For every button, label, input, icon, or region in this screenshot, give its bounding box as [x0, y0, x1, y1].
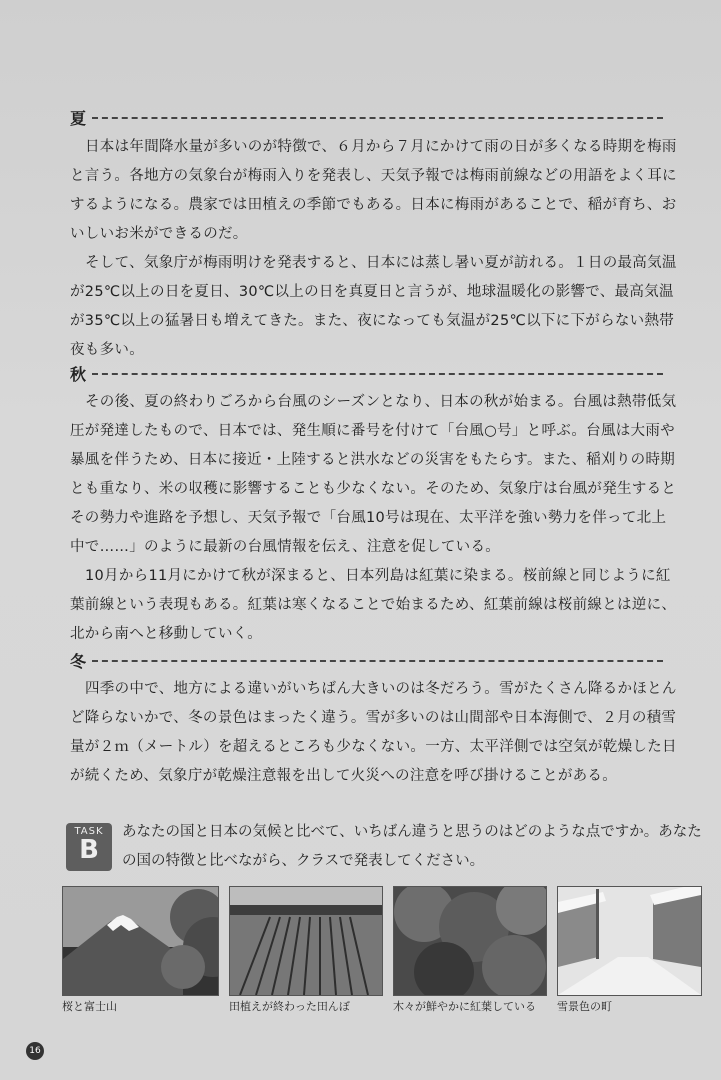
text-line: が35℃以上の猛暑日も増えてきた。また、夜になっても気温が25℃以下に下がらない熱帯 — [70, 313, 675, 329]
section-divider — [92, 117, 663, 119]
task-letter: B — [79, 835, 99, 865]
photo-snow-town-image — [558, 887, 701, 995]
text-line: 夜も多い。 — [70, 342, 144, 358]
winter-paragraph — [70, 675, 710, 791]
autumn-heading — [70, 362, 663, 384]
text-line: 北から南へと移動していく。 — [70, 626, 263, 642]
text-line: が続くため、気象庁が乾燥注意報を出して火災への注意を呼び掛けることがある。 — [70, 768, 618, 784]
page-number: 16 — [26, 1042, 44, 1060]
photo-autumn-leaves-image — [394, 887, 546, 995]
task-badge — [66, 823, 112, 871]
text-line: 暴風を伴うため、日本に接近・上陸すると洪水などの災害をもたらす。また、稲刈りの時期 — [70, 452, 676, 468]
text-line: ど降らないかで、冬の景色はまったく違う。雪が多いのは山間部や日本海側で、２月の積雪 — [70, 710, 677, 726]
text-line: 10月から11月にかけて秋が深まると、日本列島は紅葉に染まる。桜前線と同じように紅 — [85, 568, 671, 584]
section-divider — [92, 373, 663, 375]
text-line: 量が２ｍ（メートル）を超えるところも少なくない。一方、太平洋側では空気が乾燥した日 — [70, 739, 677, 755]
winter-heading-label: 冬 — [70, 651, 87, 671]
autumn-heading-label: 秋 — [70, 364, 87, 384]
text-line: いしいお米ができるのだ。 — [70, 226, 248, 242]
photo-autumn-leaves — [393, 886, 547, 996]
text-line: と言う。各地方の気象台が梅雨入りを発表し、天気予報では梅雨前線などの用語をよく耳に — [70, 168, 677, 184]
text-line: 中で……」のように最新の台風情報を伝え、注意を促している。 — [70, 539, 501, 555]
text-line: そして、気象庁が梅雨明けを発表すると、日本には蒸し暑い夏が訪れる。１日の最高気温 — [85, 255, 677, 271]
text-line: あなたの国と日本の気候と比べて、いちばん違うと思うのはどのような点ですか。あなた — [122, 824, 702, 840]
task-tag: TASK — [74, 826, 104, 837]
text-line: 葉前線という表現もある。紅葉は寒くなることで始まるため、紅葉前線は桜前線とは逆に、 — [70, 597, 677, 613]
photo-fuji-sakura-image — [63, 887, 218, 995]
summer-heading — [70, 106, 663, 128]
text-line: するようになる。農家では田植えの季節でもある。日本に梅雨があることで、稲が育ち、お — [70, 197, 677, 213]
summer-paragraph-2 — [70, 249, 710, 365]
text-line: が25℃以上の日を夏日、30℃以上の日を真夏日と言うが、地球温暖化の影響で、最高気温 — [70, 284, 674, 300]
text-line: 日本は年間降水量が多いのが特徴で、６月から７月にかけて雨の日が多くなる時期を梅雨 — [85, 139, 677, 155]
autumn-paragraph-1 — [70, 388, 710, 562]
text-line: とも重なり、米の収穫に影響することも少なくない。そのため、気象庁は台風が発生すると — [70, 481, 677, 497]
photo-caption: 雪景色の町 — [557, 1000, 612, 1013]
photo-caption: 桜と富士山 — [62, 1000, 117, 1013]
autumn-paragraph-2 — [70, 562, 710, 649]
text-line: その勢力や進路を予想し、天気予報で「台風10号は現在、太平洋を強い勢力を伴って北上 — [70, 510, 667, 526]
photo-rice-field — [229, 886, 383, 996]
photo-caption: 田植えが終わった田んぼ — [229, 1000, 350, 1013]
text-line: の国の特徴と比べながら、クラスで発表してください。 — [122, 853, 485, 869]
photo-rice-field-image — [230, 887, 382, 995]
section-divider — [92, 660, 663, 662]
task-instructions — [122, 818, 712, 876]
text-line: 四季の中で、地方による違いがいちばん大きいのは冬だろう。雪がたくさん降るかほとん — [85, 681, 677, 697]
text-line: その後、夏の終わりごろから台風のシーズンとなり、日本の秋が始まる。台風は熱帯低気 — [85, 394, 677, 410]
text-line: 圧が発達したもので、日本では、発生順に番号を付けて「台風○号」と呼ぶ。台風は大雨や — [70, 423, 675, 439]
photo-snow-town — [557, 886, 702, 996]
photo-fuji-sakura — [62, 886, 219, 996]
photo-caption: 木々が鮮やかに紅葉している — [393, 1000, 536, 1013]
winter-heading — [70, 649, 663, 671]
summer-heading-label: 夏 — [70, 108, 87, 128]
summer-paragraph-1 — [70, 133, 710, 249]
